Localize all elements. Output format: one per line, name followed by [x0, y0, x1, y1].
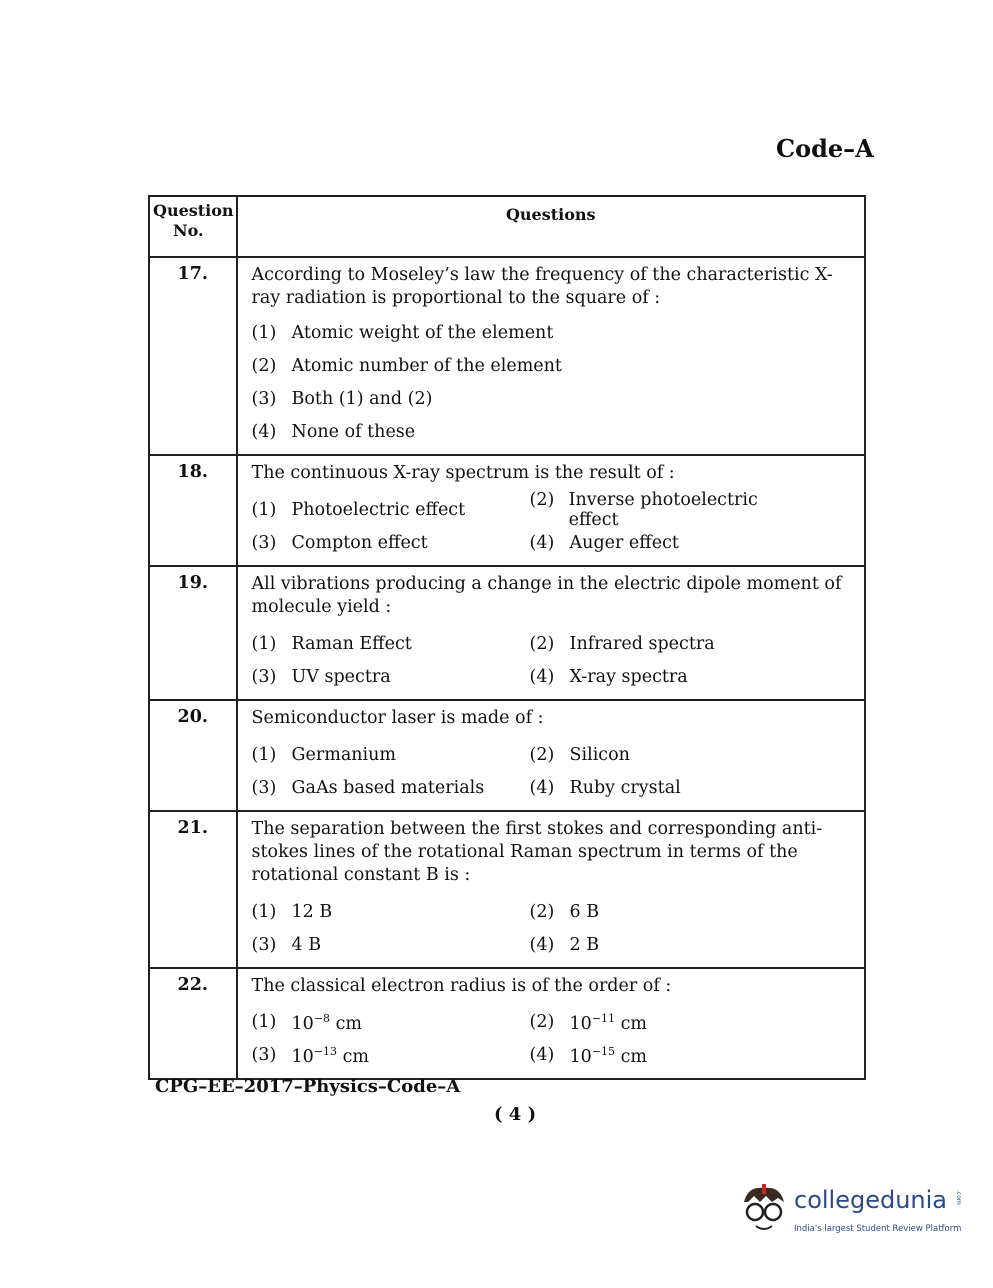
- question-number: 20.: [149, 700, 237, 811]
- option: (4) None of these: [251, 421, 416, 442]
- question-number: 17.: [149, 257, 237, 455]
- option: (3) UV spectra: [251, 666, 391, 687]
- option: (1) $10^{-8}$ cm: [251, 1011, 363, 1034]
- option: (1) Germanium: [251, 744, 396, 765]
- option: (3) Compton effect: [251, 532, 428, 553]
- question-number: 19.: [149, 566, 237, 700]
- page-number: ( 4 ): [494, 1104, 537, 1125]
- question-row: [149, 700, 865, 811]
- student-mascot-icon: [738, 1180, 790, 1242]
- question-text: The classical electron radius is of the order of :: [251, 976, 672, 996]
- question-row: [149, 257, 865, 455]
- option: (4) $10^{-15}$ cm: [529, 1044, 648, 1067]
- option: (1) Raman Effect: [251, 633, 412, 654]
- question-body: [237, 700, 865, 811]
- option: (1) 12 B: [251, 901, 333, 922]
- option: (2) Atomic number of the element: [251, 355, 562, 376]
- option: (2) Silicon: [529, 744, 630, 765]
- question-row: [149, 566, 865, 700]
- question-body: [237, 257, 865, 455]
- question-row: [149, 455, 865, 566]
- option: (1) Atomic weight of the element: [251, 322, 554, 343]
- option: (2) Infrared spectra: [529, 633, 715, 654]
- option: (3) $10^{-13}$ cm: [251, 1044, 370, 1067]
- option: (3) GaAs based materials: [251, 777, 485, 798]
- option: (3) Both (1) and (2): [251, 388, 433, 409]
- question-text: The continuous X-ray spectrum is the result of :: [251, 463, 675, 483]
- paper-code: Code–A: [776, 134, 874, 163]
- watermark-name: collegedunia: [794, 1186, 948, 1214]
- question-text: All vibrations producing a change in the electric dipole moment of molecule yield :: [251, 574, 842, 617]
- option: (2) $10^{-11}$ cm: [529, 1011, 648, 1034]
- option: (3) 4 B: [251, 934, 322, 955]
- watermark-tagline: India's largest Student Review Platform: [794, 1224, 962, 1234]
- question-body: [237, 811, 865, 968]
- option: (1) Photoelectric effect: [251, 499, 466, 520]
- table-header-row: [149, 196, 865, 257]
- question-body: [237, 968, 865, 1079]
- option: (4) Ruby crystal: [529, 777, 681, 798]
- question-number: 22.: [149, 968, 237, 1079]
- option: (4) X-ray spectra: [529, 666, 688, 687]
- question-table: [148, 195, 866, 1080]
- question-row: [149, 968, 865, 1079]
- option: (4) 2 B: [529, 934, 600, 955]
- footer-paper-code: CPG–EE–2017–Physics–Code–A: [155, 1076, 461, 1097]
- option: (4) Auger effect: [529, 532, 679, 553]
- option: (2) Inverse photoelectric effect: [529, 489, 758, 530]
- question-text: According to Moseley’s law the frequency of the characteristic X-ray radiation is proportional to the square of :: [251, 265, 833, 308]
- watermark-suffix: .com: [955, 1190, 962, 1205]
- question-number: 18.: [149, 455, 237, 566]
- question-body: [237, 566, 865, 700]
- option: (2) 6 B: [529, 901, 600, 922]
- question-number: 21.: [149, 811, 237, 968]
- question-no-header: Question No.: [149, 196, 237, 257]
- question-text: The separation between the first stokes and corresponding anti-stokes lines of the rotational Raman spectrum in terms of the rotational constant B is :: [251, 819, 823, 885]
- question-text: Semiconductor laser is made of :: [251, 708, 544, 728]
- question-body: [237, 455, 865, 566]
- question-row: [149, 811, 865, 968]
- questions-header: Questions: [237, 196, 865, 257]
- watermark-logo: [738, 1180, 968, 1242]
